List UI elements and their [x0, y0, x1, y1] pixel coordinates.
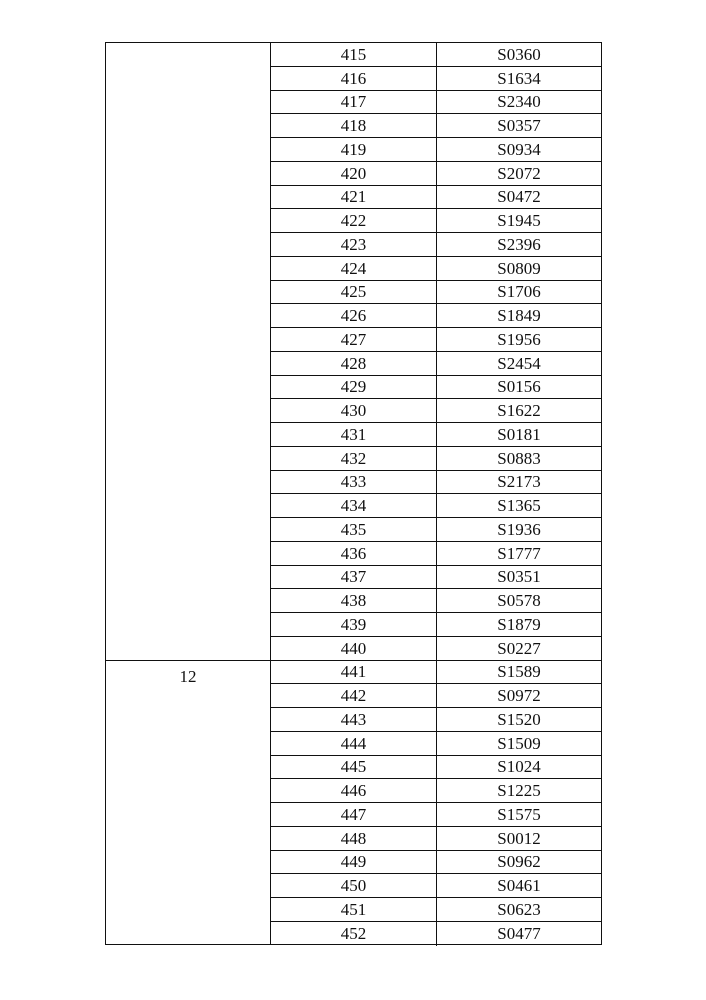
table-row — [271, 352, 601, 376]
row-number-cell: 425 — [271, 281, 437, 304]
sample-code-cell: S0623 — [497, 899, 541, 919]
sample-code-cell: S0962 — [497, 852, 541, 872]
sample-code-cell: S1225 — [497, 781, 541, 801]
sample-code-cell: S0360 — [497, 44, 541, 64]
row-number-cell: 418 — [271, 114, 437, 137]
row-number-cell: 420 — [271, 162, 437, 185]
sample-code-cell: S1777 — [497, 543, 541, 563]
table-row — [271, 684, 601, 708]
sample-code-cell: S2173 — [497, 472, 541, 492]
row-number-cell: 450 — [271, 874, 437, 897]
sample-code-cell: S2072 — [497, 163, 541, 183]
row-number-cell: 433 — [271, 471, 437, 494]
sample-code-cell: S0181 — [497, 424, 541, 444]
row-number-cell: 440 — [271, 637, 437, 660]
sample-code-cell: S1622 — [497, 401, 541, 421]
table-row — [271, 328, 601, 352]
sample-code-cell: S0012 — [497, 828, 541, 848]
table-row — [271, 566, 601, 590]
row-number-cell: 441 — [271, 661, 437, 684]
table-row — [271, 257, 601, 281]
row-number-cell: 436 — [271, 542, 437, 565]
sample-code-cell: S1589 — [497, 662, 541, 682]
table-row — [271, 756, 601, 780]
sample-code-cell: S0809 — [497, 258, 541, 278]
sample-code-cell: S1936 — [497, 519, 541, 539]
group-cell-12 — [106, 661, 271, 944]
row-number-cell: 443 — [271, 708, 437, 731]
sample-code-cell: S0972 — [497, 686, 541, 706]
sample-code-cell: S1956 — [497, 329, 541, 349]
table-row — [271, 186, 601, 210]
table-row — [271, 494, 601, 518]
row-number-cell: 438 — [271, 589, 437, 612]
row-number-cell: 434 — [271, 494, 437, 517]
table-row — [271, 518, 601, 542]
table-row — [271, 376, 601, 400]
group-label: 12 — [179, 667, 197, 686]
sample-code-cell: S0227 — [497, 638, 541, 658]
row-number-cell: 416 — [271, 67, 437, 90]
row-number-cell: 446 — [271, 779, 437, 802]
row-number-cell: 444 — [271, 732, 437, 755]
table-row — [271, 922, 601, 946]
sample-code-cell: S0156 — [497, 377, 541, 397]
row-number-cell: 424 — [271, 257, 437, 280]
row-number-cell: 447 — [271, 803, 437, 826]
row-number-cell: 430 — [271, 399, 437, 422]
sample-code-cell: S2340 — [497, 92, 541, 112]
table-rows — [271, 43, 601, 946]
row-number-cell: 442 — [271, 684, 437, 707]
sample-code-cell: S0934 — [497, 139, 541, 159]
table-row — [271, 162, 601, 186]
table-row — [271, 114, 601, 138]
table-row — [271, 304, 601, 328]
row-number-cell: 429 — [271, 376, 437, 399]
table-row — [271, 803, 601, 827]
row-number-cell: 435 — [271, 518, 437, 541]
table-row — [271, 209, 601, 233]
sample-code-cell: S1365 — [497, 496, 541, 516]
sample-code-cell: S0472 — [497, 187, 541, 207]
row-number-cell: 421 — [271, 186, 437, 209]
table-row — [271, 43, 601, 67]
row-number-cell: 423 — [271, 233, 437, 256]
sample-code-cell: S2396 — [497, 234, 541, 254]
table-row — [271, 898, 601, 922]
row-number-cell: 439 — [271, 613, 437, 636]
row-number-cell: 448 — [271, 827, 437, 850]
row-number-cell: 445 — [271, 756, 437, 779]
row-number-cell: 427 — [271, 328, 437, 351]
table-row — [271, 91, 601, 115]
row-number-cell: 452 — [271, 922, 437, 946]
table-row — [271, 637, 601, 661]
table-row — [271, 661, 601, 685]
sample-code-cell: S0883 — [497, 448, 541, 468]
sample-code-cell: S0578 — [497, 591, 541, 611]
sample-code-cell: S1520 — [497, 709, 541, 729]
row-number-cell: 451 — [271, 898, 437, 921]
table-row — [271, 708, 601, 732]
table-row — [271, 779, 601, 803]
sample-code-cell: S0477 — [497, 924, 541, 944]
sample-code-cell: S1849 — [497, 306, 541, 326]
sample-code-cell: S1575 — [497, 804, 541, 824]
row-number-cell: 428 — [271, 352, 437, 375]
table-row — [271, 471, 601, 495]
row-number-cell: 415 — [271, 43, 437, 66]
table-row — [271, 589, 601, 613]
row-number-cell: 437 — [271, 566, 437, 589]
table-row — [271, 827, 601, 851]
row-number-cell: 432 — [271, 447, 437, 470]
table-row — [271, 874, 601, 898]
row-number-cell: 431 — [271, 423, 437, 446]
table-row — [271, 732, 601, 756]
table-row — [271, 138, 601, 162]
table-row — [271, 67, 601, 91]
data-table — [105, 42, 602, 945]
table-row — [271, 281, 601, 305]
table-row — [271, 399, 601, 423]
sample-code-cell: S0357 — [497, 116, 541, 136]
sample-code-cell: S1634 — [497, 68, 541, 88]
sample-code-cell: S1024 — [497, 757, 541, 777]
row-number-cell: 422 — [271, 209, 437, 232]
row-number-cell: 426 — [271, 304, 437, 327]
table-row — [271, 613, 601, 637]
sample-code-cell: S0351 — [497, 567, 541, 587]
group-cell-continued — [106, 43, 271, 661]
sample-code-cell: S1706 — [497, 282, 541, 302]
sample-code-cell: S1879 — [497, 614, 541, 634]
row-number-cell: 449 — [271, 851, 437, 874]
sample-code-cell: S1509 — [497, 733, 541, 753]
table-row — [271, 447, 601, 471]
table-row — [271, 542, 601, 566]
table-row — [271, 851, 601, 875]
table-row — [271, 423, 601, 447]
sample-code-cell: S0461 — [497, 876, 541, 896]
sample-code-cell: S1945 — [497, 211, 541, 231]
row-number-cell: 419 — [271, 138, 437, 161]
sample-code-cell: S2454 — [497, 353, 541, 373]
table-row — [271, 233, 601, 257]
row-number-cell: 417 — [271, 91, 437, 114]
